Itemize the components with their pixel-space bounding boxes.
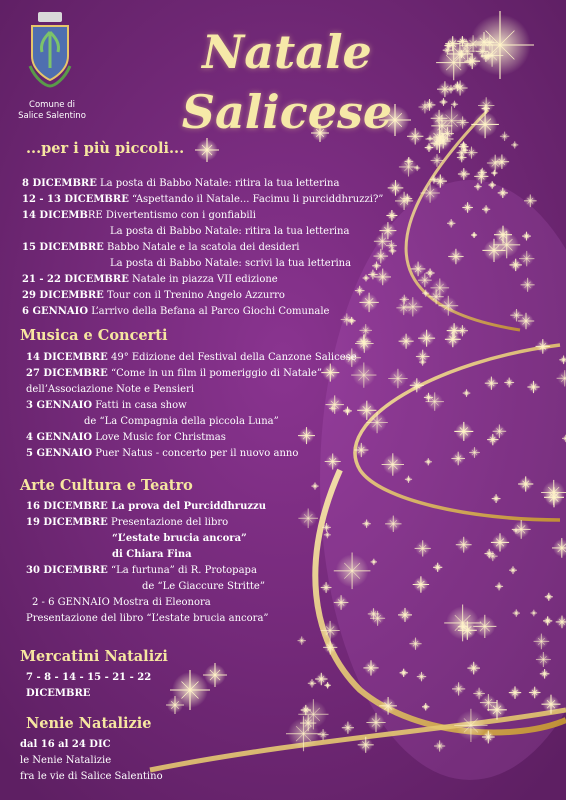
event-text: Presentazione del libro (107, 517, 229, 528)
list-item (22, 176, 383, 192)
event-text: Fatti in casa show (92, 400, 187, 411)
event-text: de “Le Giaccure Stritte” (142, 581, 265, 592)
list-item (22, 192, 383, 208)
list-item (26, 595, 269, 611)
event-date: dal 16 al 24 DIC (20, 739, 111, 750)
event-text: L’arrivo della Befana al Parco Giochi Comunale (88, 306, 330, 317)
event-text: RE Divertentismo con i gonfiabili (87, 210, 256, 221)
event-date: 30 DICEMBRE (26, 565, 108, 576)
list-item (26, 366, 357, 382)
section-title-arte: Arte Cultura e Teatro (20, 477, 193, 494)
event-date: 19 DICEMBRE (26, 517, 108, 528)
event-date: 5 GENNAIO (26, 448, 93, 459)
event-date: 12 - 13 DICEMBRE (22, 194, 129, 205)
event-text: de “La Compagnia della piccola Luna” (84, 416, 279, 427)
list-item (22, 288, 383, 304)
list-item (22, 272, 383, 288)
nenie-line-3: fra le vie di Salice Salentino (20, 771, 163, 782)
event-text: La posta di Babbo Natale: scrivi la tua letterina (110, 258, 352, 269)
event-date: 6 GENNAIO (22, 306, 89, 317)
list-item (26, 499, 269, 515)
event-text: “Come in un film il pomeriggio di Natale” (107, 368, 323, 379)
event-text: di Chiara Fina (112, 549, 192, 560)
event-date: 8 DICEMBRE (22, 178, 97, 189)
event-text: dell’Associazione Note e Pensieri (26, 384, 195, 395)
nenie-line-1 (20, 737, 163, 753)
list-item (26, 350, 357, 366)
list-item (22, 240, 383, 256)
event-text: Natale in piazza VII edizione (128, 274, 278, 285)
list-item (26, 531, 269, 547)
section-mercatini-dates (26, 670, 151, 702)
mercatini-dates-line-1 (26, 670, 151, 686)
comune-line-1: Comune di (29, 100, 75, 110)
event-date: 14 DICEMBRE (26, 352, 108, 363)
event-date: DICEMBRE (26, 688, 91, 699)
event-text: Love Music for Christmas (92, 432, 226, 443)
event-date: 21 - 22 DICEMBRE (22, 274, 129, 285)
list-item (26, 611, 269, 627)
list-item (26, 382, 357, 398)
list-item (26, 579, 269, 595)
event-text: “La furtuna” di R. Protopapa (107, 565, 257, 576)
event-date: 14 DICEMB (22, 210, 88, 221)
list-item (26, 446, 357, 462)
comune-line-2: Salice Salentino (18, 111, 86, 121)
section-title-piccoli: ...per i più piccoli... (26, 140, 185, 157)
mercatini-dates-line-2 (26, 686, 151, 702)
section-piccoli-list (22, 176, 383, 320)
section-nenie-text (20, 737, 163, 785)
event-date: 3 GENNAIO (26, 400, 93, 411)
event-text: Tour con il Trenino Angelo Azzurro (103, 290, 285, 301)
event-text: “Aspettando il Natale... Facimu li purciddhruzzi?” (128, 194, 384, 205)
list-item (22, 304, 383, 320)
list-item (26, 563, 269, 579)
event-text: Puer Natus - concerto per il nuovo anno (92, 448, 299, 459)
section-title-musica: Musica e Concerti (20, 327, 168, 344)
list-item (22, 224, 383, 240)
section-arte-list (26, 499, 269, 627)
event-text: 2 - 6 GENNAIO Mostra di Eleonora (32, 597, 211, 608)
comune-label (10, 100, 94, 122)
event-text: La posta di Babbo Natale: ritira la tua letterina (96, 178, 340, 189)
list-item (22, 256, 383, 272)
event-date: 15 DICEMBRE (22, 242, 104, 253)
event-date: 7 - 8 - 14 - 15 - 21 - 22 (26, 672, 152, 683)
section-title-nenie: Nenie Natalizie (26, 715, 152, 732)
event-date: 16 DICEMBRE (26, 501, 108, 512)
event-text: “L’estate brucia ancora” (112, 533, 247, 544)
list-item (26, 398, 357, 414)
event-text: La posta di Babbo Natale: ritira la tua letterina (110, 226, 350, 237)
municipal-crest-icon (22, 10, 78, 92)
section-musica-list (26, 350, 357, 462)
event-date: 4 GENNAIO (26, 432, 93, 443)
event-date: 29 DICEMBRE (22, 290, 104, 301)
event-text: Babbo Natale e la scatola dei desideri (103, 242, 300, 253)
list-item (26, 430, 357, 446)
list-item (26, 547, 269, 563)
event-text: 49° Edizione del Festival della Canzone Salicese (107, 352, 357, 363)
event-text: Presentazione del libro “L’estate brucia ancora” (26, 613, 269, 624)
page-title: Natale Salicese (181, 25, 393, 139)
event-text: La prova del Purciddhruzzu (107, 501, 266, 512)
list-item (22, 208, 383, 224)
event-date: 27 DICEMBRE (26, 368, 108, 379)
list-item (26, 414, 357, 430)
section-title-mercatini: Mercatini Natalizi (20, 648, 168, 665)
nenie-line-2: le Nenie Natalizie (20, 755, 112, 766)
list-item (26, 515, 269, 531)
